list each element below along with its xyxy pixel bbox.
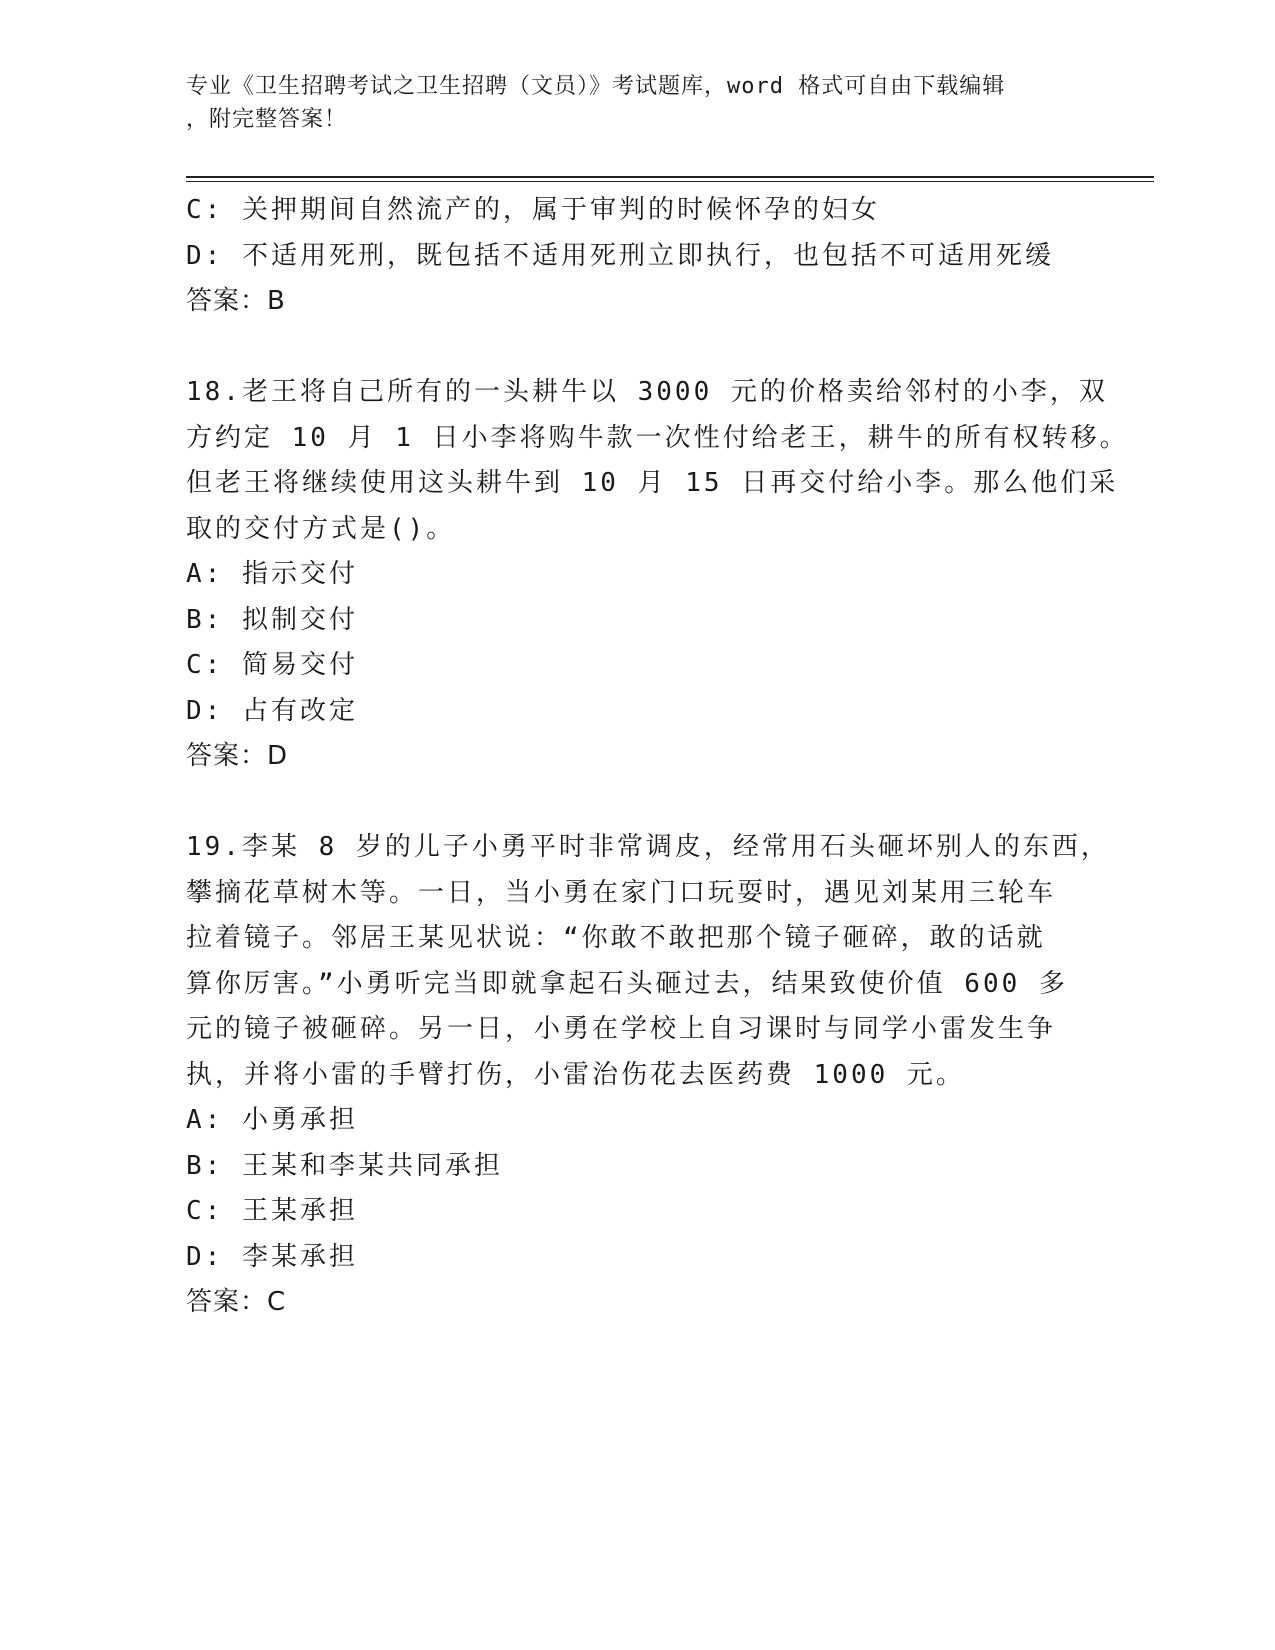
question-stem-line: 攀摘花草树木等。一日，当小勇在家门口玩耍时，遇见刘某用三轮车 (186, 877, 1057, 908)
header-line-2: ，附完整答案！ (186, 107, 348, 132)
option-a: A: 指示交付 (186, 559, 358, 589)
answer-line: 答案：D (186, 741, 289, 771)
header-divider-thin (186, 181, 1154, 182)
option-b: B: 拟制交付 (186, 604, 358, 635)
option-a: A: 小勇承担 (186, 1105, 358, 1135)
option-d: D: 占有改定 (186, 695, 358, 726)
option-b: B: 王某和李某共同承担 (186, 1150, 503, 1181)
question-stem-line: 拉着镜子。邻居王某见状说：“你敢不敢把那个镜子砸碎，敢的话就 (186, 923, 1046, 953)
question-18 (186, 370, 1129, 780)
header-line-1: 专业《卫生招聘考试之卫生招聘（文员）》考试题库，word 格式可自由下载编辑 (186, 74, 1006, 99)
document-header (186, 70, 1066, 136)
option-d: D: 李某承担 (186, 1241, 358, 1272)
question-stem-line: 18.老王将自己所有的一头耕牛以 3000 元的价格卖给邻村的小李，双 (186, 377, 1108, 407)
question-stem-line: 19.李某 8 岁的儿子小勇平时非常调皮，经常用石头砸坏别人的东西， (186, 832, 1110, 862)
question-stem-line: 算你厉害。”小勇听完当即就拿起石头砸过去，结果致使价值 600 多 (186, 968, 1068, 999)
answer-line: 答案：B (186, 286, 286, 316)
header-divider (186, 176, 1154, 178)
question-stem-line: 取的交付方式是()。 (186, 513, 456, 544)
option-c: C: 简易交付 (186, 650, 358, 680)
document-body (186, 188, 1129, 1326)
question-19 (186, 825, 1110, 1326)
question-stem-line: 执，并将小雷的手臂打伤，小雷治伤花去医药费 1000 元。 (186, 1059, 965, 1090)
question-stem-line: 但老王将继续使用这头耕牛到 10 月 15 日再交付给小李。那么他们采 (186, 468, 1119, 498)
question-stem-line: 元的镜子被砸碎。另一日，小勇在学校上自习课时与同学小雷发生争 (186, 1014, 1057, 1044)
spacer (186, 780, 1066, 826)
option-c: C: 王某承担 (186, 1196, 358, 1226)
option-c: C: 关押期间自然流产的，属于审判的时候怀孕的妇女 (186, 195, 880, 225)
option-d: D: 不适用死刑，既包括不适用死刑立即执行，也包括不可适用死缓 (186, 240, 1054, 271)
question-stem-line: 方约定 10 月 1 日小李将购牛款一次性付给老王，耕牛的所有权转移。 (186, 422, 1129, 453)
spacer (186, 325, 1066, 371)
prev-question (186, 188, 1066, 325)
answer-line: 答案：C (186, 1287, 287, 1317)
